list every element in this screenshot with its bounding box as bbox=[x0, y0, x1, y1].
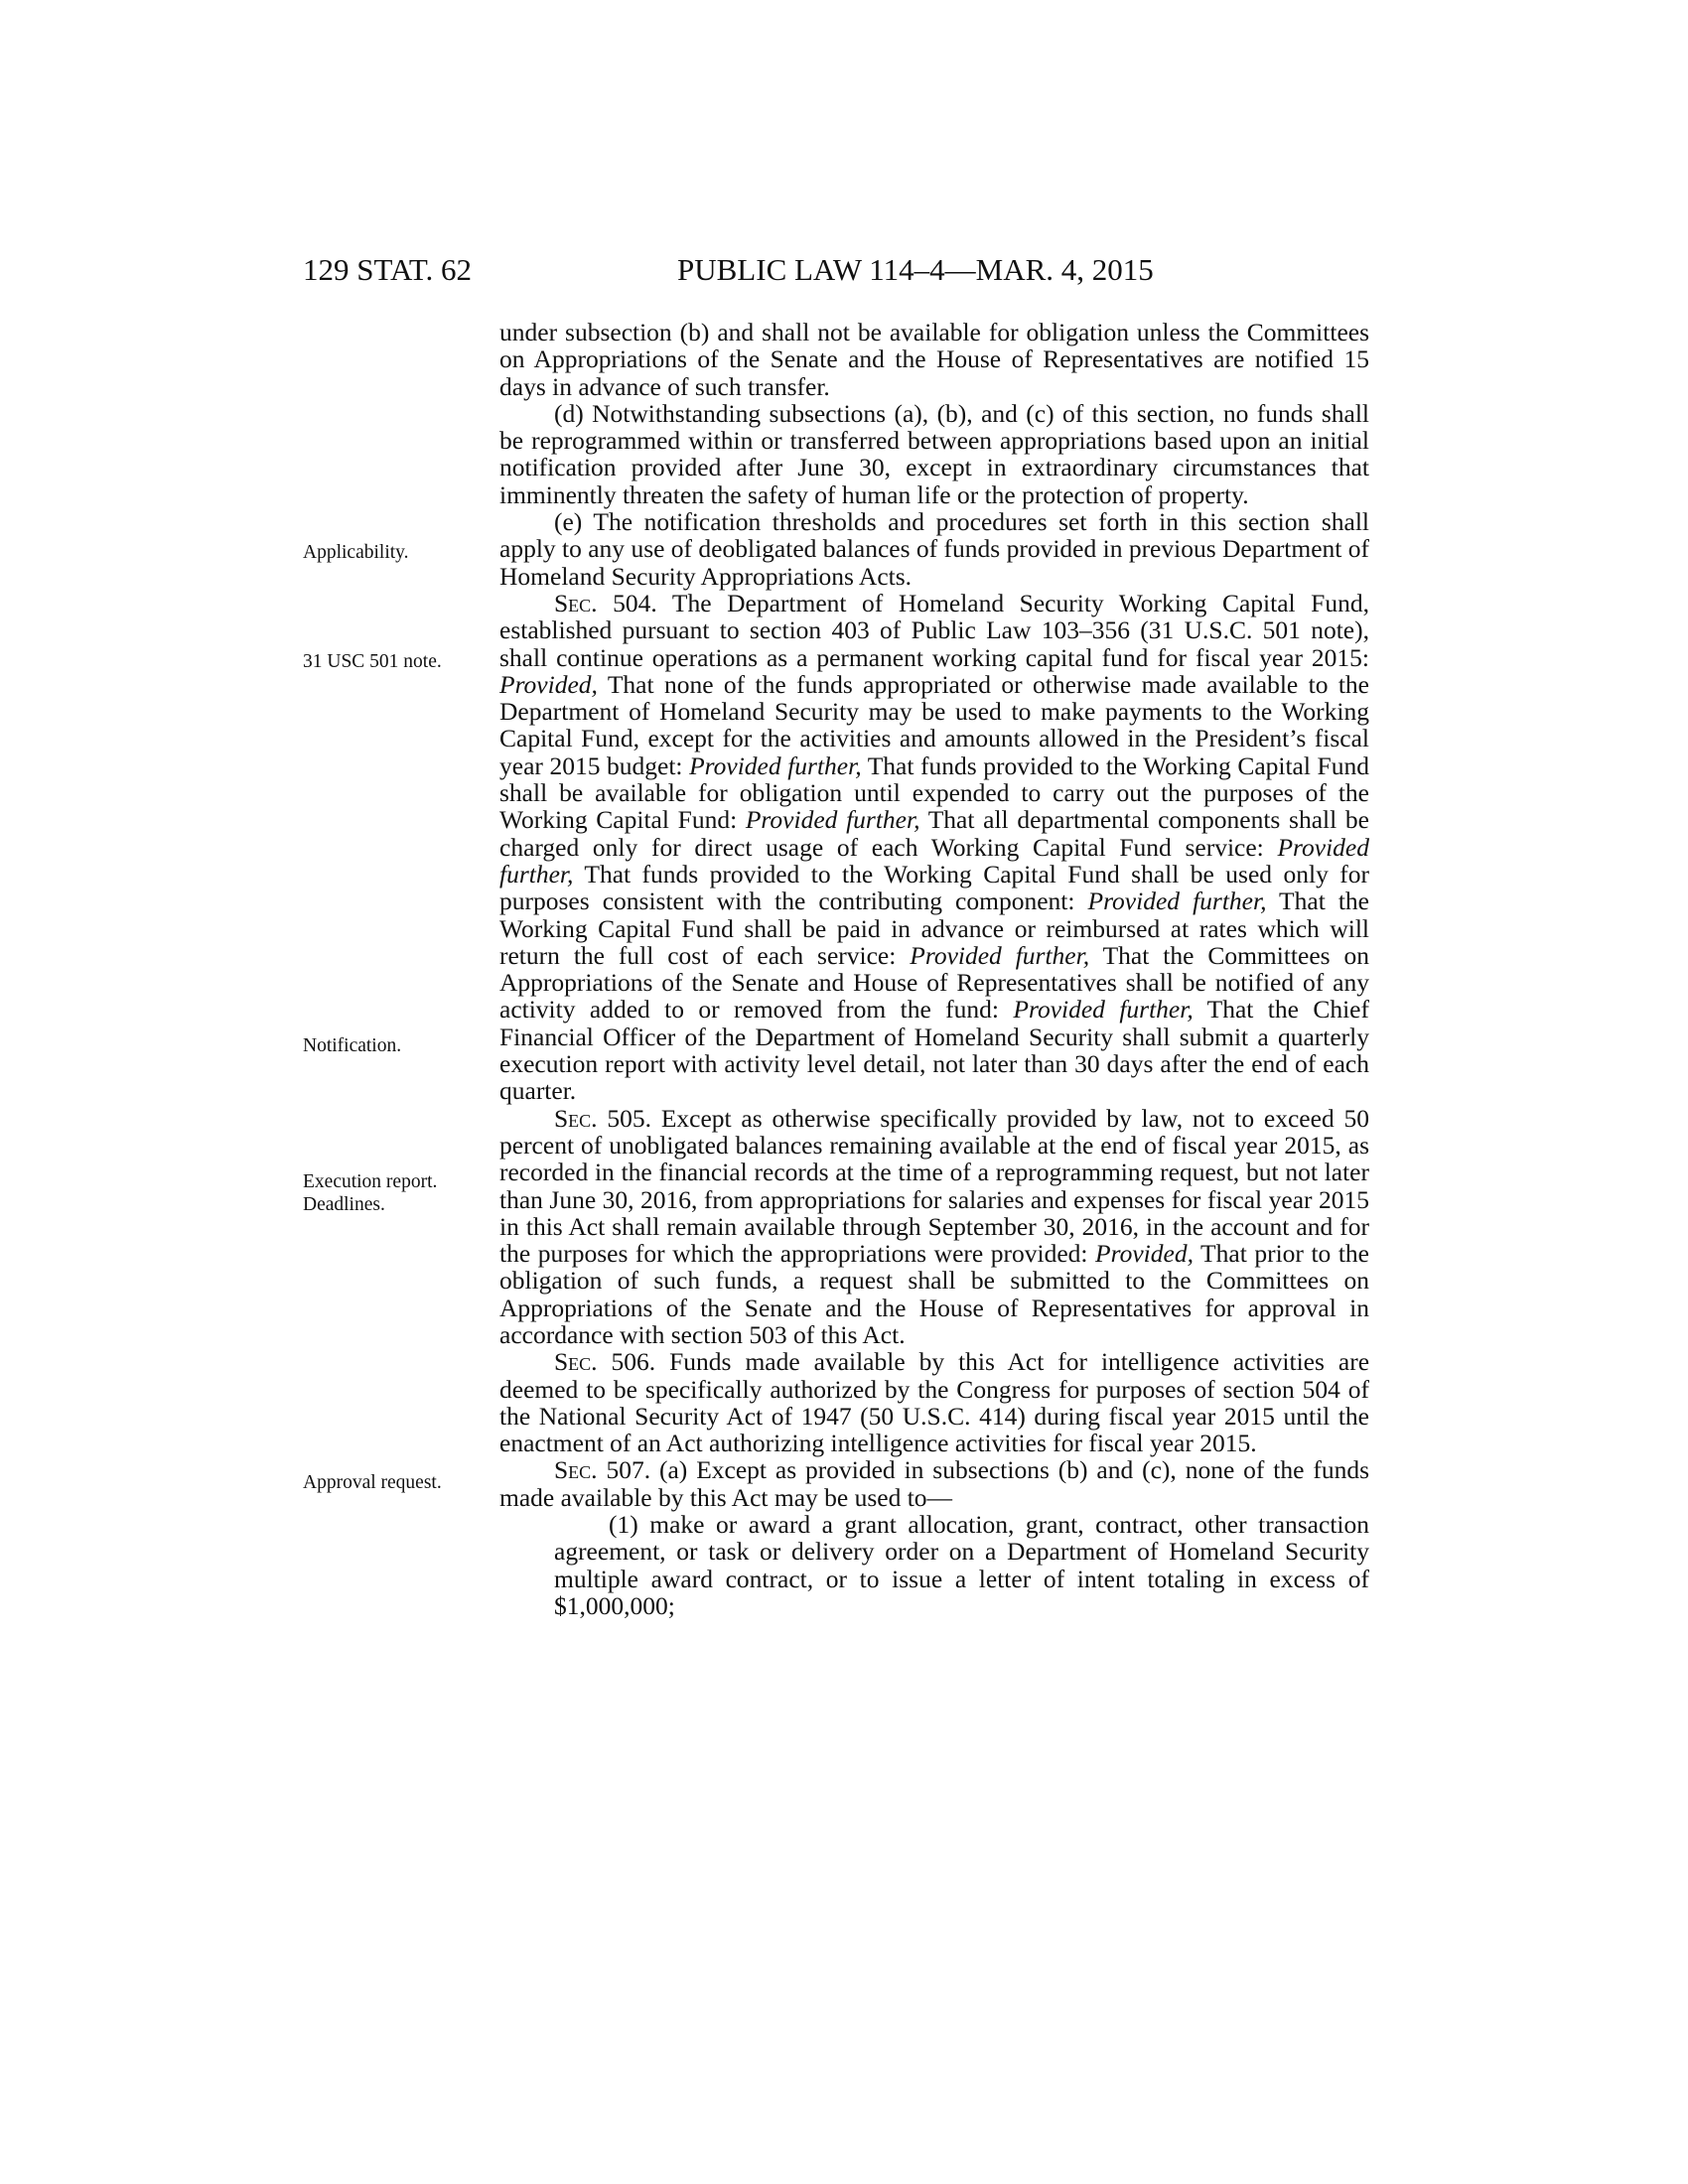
margin-note-usc: 31 USC 501 note. bbox=[303, 651, 442, 672]
sec-number: 505. bbox=[607, 1103, 651, 1133]
sec-number: 504. bbox=[613, 588, 657, 617]
section-506: Sec. 506. Funds made available by this Act for intelligence activities are deemed to be specifically authorized by the Congress for purposes of section 504 of the National Security Act of 1947 (50 U.S.C. 414) during fiscal year 2015 until the enactment of an Act authorizing intelligence activities for fiscal year 2015. bbox=[499, 1347, 1370, 1458]
margin-note-applicability: Applicability. bbox=[303, 542, 409, 563]
proviso: Provided, bbox=[1095, 1239, 1194, 1269]
main-text bbox=[499, 319, 1369, 1619]
paragraph-d: (d) Notwithstanding subsections (a), (b), and (c) of this section, no funds shall be reprogrammed within or transferred between appropriations based upon an initial notification provided after June 30, except in extraordinary circumstances that imminently threaten the safety of human life or the protection of property. bbox=[499, 398, 1369, 509]
sec-label: Sec. bbox=[554, 1347, 598, 1377]
proviso: Provided further, bbox=[499, 832, 1369, 888]
section-505: Sec. 505. Except as otherwise specifically provided by law, not to exceed 50 percent of unobligated balances remaining available at the end of fiscal year 2015, as recorded in the financial records at the time of a reprogramming request, but not later than June 30, 2016, from appropriations for salaries and expenses for fiscal year 2015 in this Act shall remain available through September 30, 2016, in the account and for the purposes for which the appropriations were provided: Provided, That prior to the obligation of such funds, a request shall be submitted to the Committees on Appropriations of the Senate and the House of Representatives for approval in accordance with section 503 of this Act. bbox=[499, 1103, 1370, 1349]
law-title: PUBLIC LAW 114–4—MAR. 4, 2015 bbox=[677, 252, 1154, 287]
proviso: Provided further, bbox=[689, 751, 862, 780]
proviso: Provided, bbox=[499, 669, 598, 699]
proviso: Provided further, bbox=[1087, 887, 1267, 916]
page-header bbox=[303, 250, 1370, 290]
section-504: Sec. 504. The Department of Homeland Security Working Capital Fund, established pursuant to section 403 of Public Law 103–356 (31 U.S.C. 501 note), shall continue operations as a permanent working capital fund for fiscal year 2015: Provided, That none of the funds appropriated or otherwise made available to the Department of Homeland Security may be used to make payments to the Working Capital Fund, except for the activities and amounts allowed in the President’s fiscal year 2015 budget: Provided further, That funds provided to the Working Capital Fund shall be available for obligation until expended to carry out the purposes of the Working Capital Fund: Provided further, That all departmental components shall be charged only for direct usage of each Working Capital Fund service: Provided further, That funds provided to the Working Capital Fund shall be used only for purposes consistent with the contributing component: Provided further, That the Working Capital Fund shall be paid in advance or reimbursed at rates which will return the full cost of each service: Provided further, That the Committees on Appropriations of the Senate and House of Representatives shall be notified of any activity added to or removed from the fund: Provided further, That the Chief Financial Officer of the Department of Homeland Security shall submit a quarterly execution report with activity level detail, not later than 30 days after the end of each quarter. bbox=[499, 588, 1369, 1106]
margin-note-execution-report: Execution report. bbox=[303, 1171, 438, 1192]
paragraph-e: (e) The notification thresholds and procedures set forth in this section shall apply to any use of deobligated balances of funds provided in previous Department of Homeland Security Appropriations Acts. bbox=[499, 507, 1369, 591]
proviso: Provided further, bbox=[745, 805, 920, 835]
sec-label: Sec. bbox=[554, 588, 598, 617]
section-507-item-1: (1) make or award a grant allocation, grant, contract, other transaction agreement, or task or delivery order on a Department of Homeland Security multiple award contract, or to issue a letter of intent totaling in excess of $1,000,000; bbox=[554, 1510, 1369, 1620]
sec-number: 507. bbox=[606, 1455, 651, 1485]
sec-number: 506. bbox=[611, 1347, 656, 1377]
margin-note-notification: Notification. bbox=[303, 1035, 402, 1056]
proviso: Provided further, bbox=[910, 940, 1090, 970]
sec-label: Sec. bbox=[554, 1103, 598, 1133]
proviso: Provided further, bbox=[1013, 995, 1194, 1024]
margin-note-approval-request: Approval request. bbox=[303, 1472, 442, 1493]
section-507: Sec. 507. (a) Except as provided in subsections (b) and (c), none of the funds made available by this Act may be used to— bbox=[499, 1455, 1370, 1512]
page-number: 129 STAT. 62 bbox=[303, 252, 473, 287]
paragraph-continuation: under subsection (b) and shall not be available for obligation unless the Committees on Appropriations of the Senate and the House of Representatives are notified 15 days in advance of such transfer. bbox=[499, 318, 1369, 401]
sec-label: Sec. bbox=[554, 1455, 598, 1485]
margin-note-deadlines: Deadlines. bbox=[303, 1194, 385, 1215]
